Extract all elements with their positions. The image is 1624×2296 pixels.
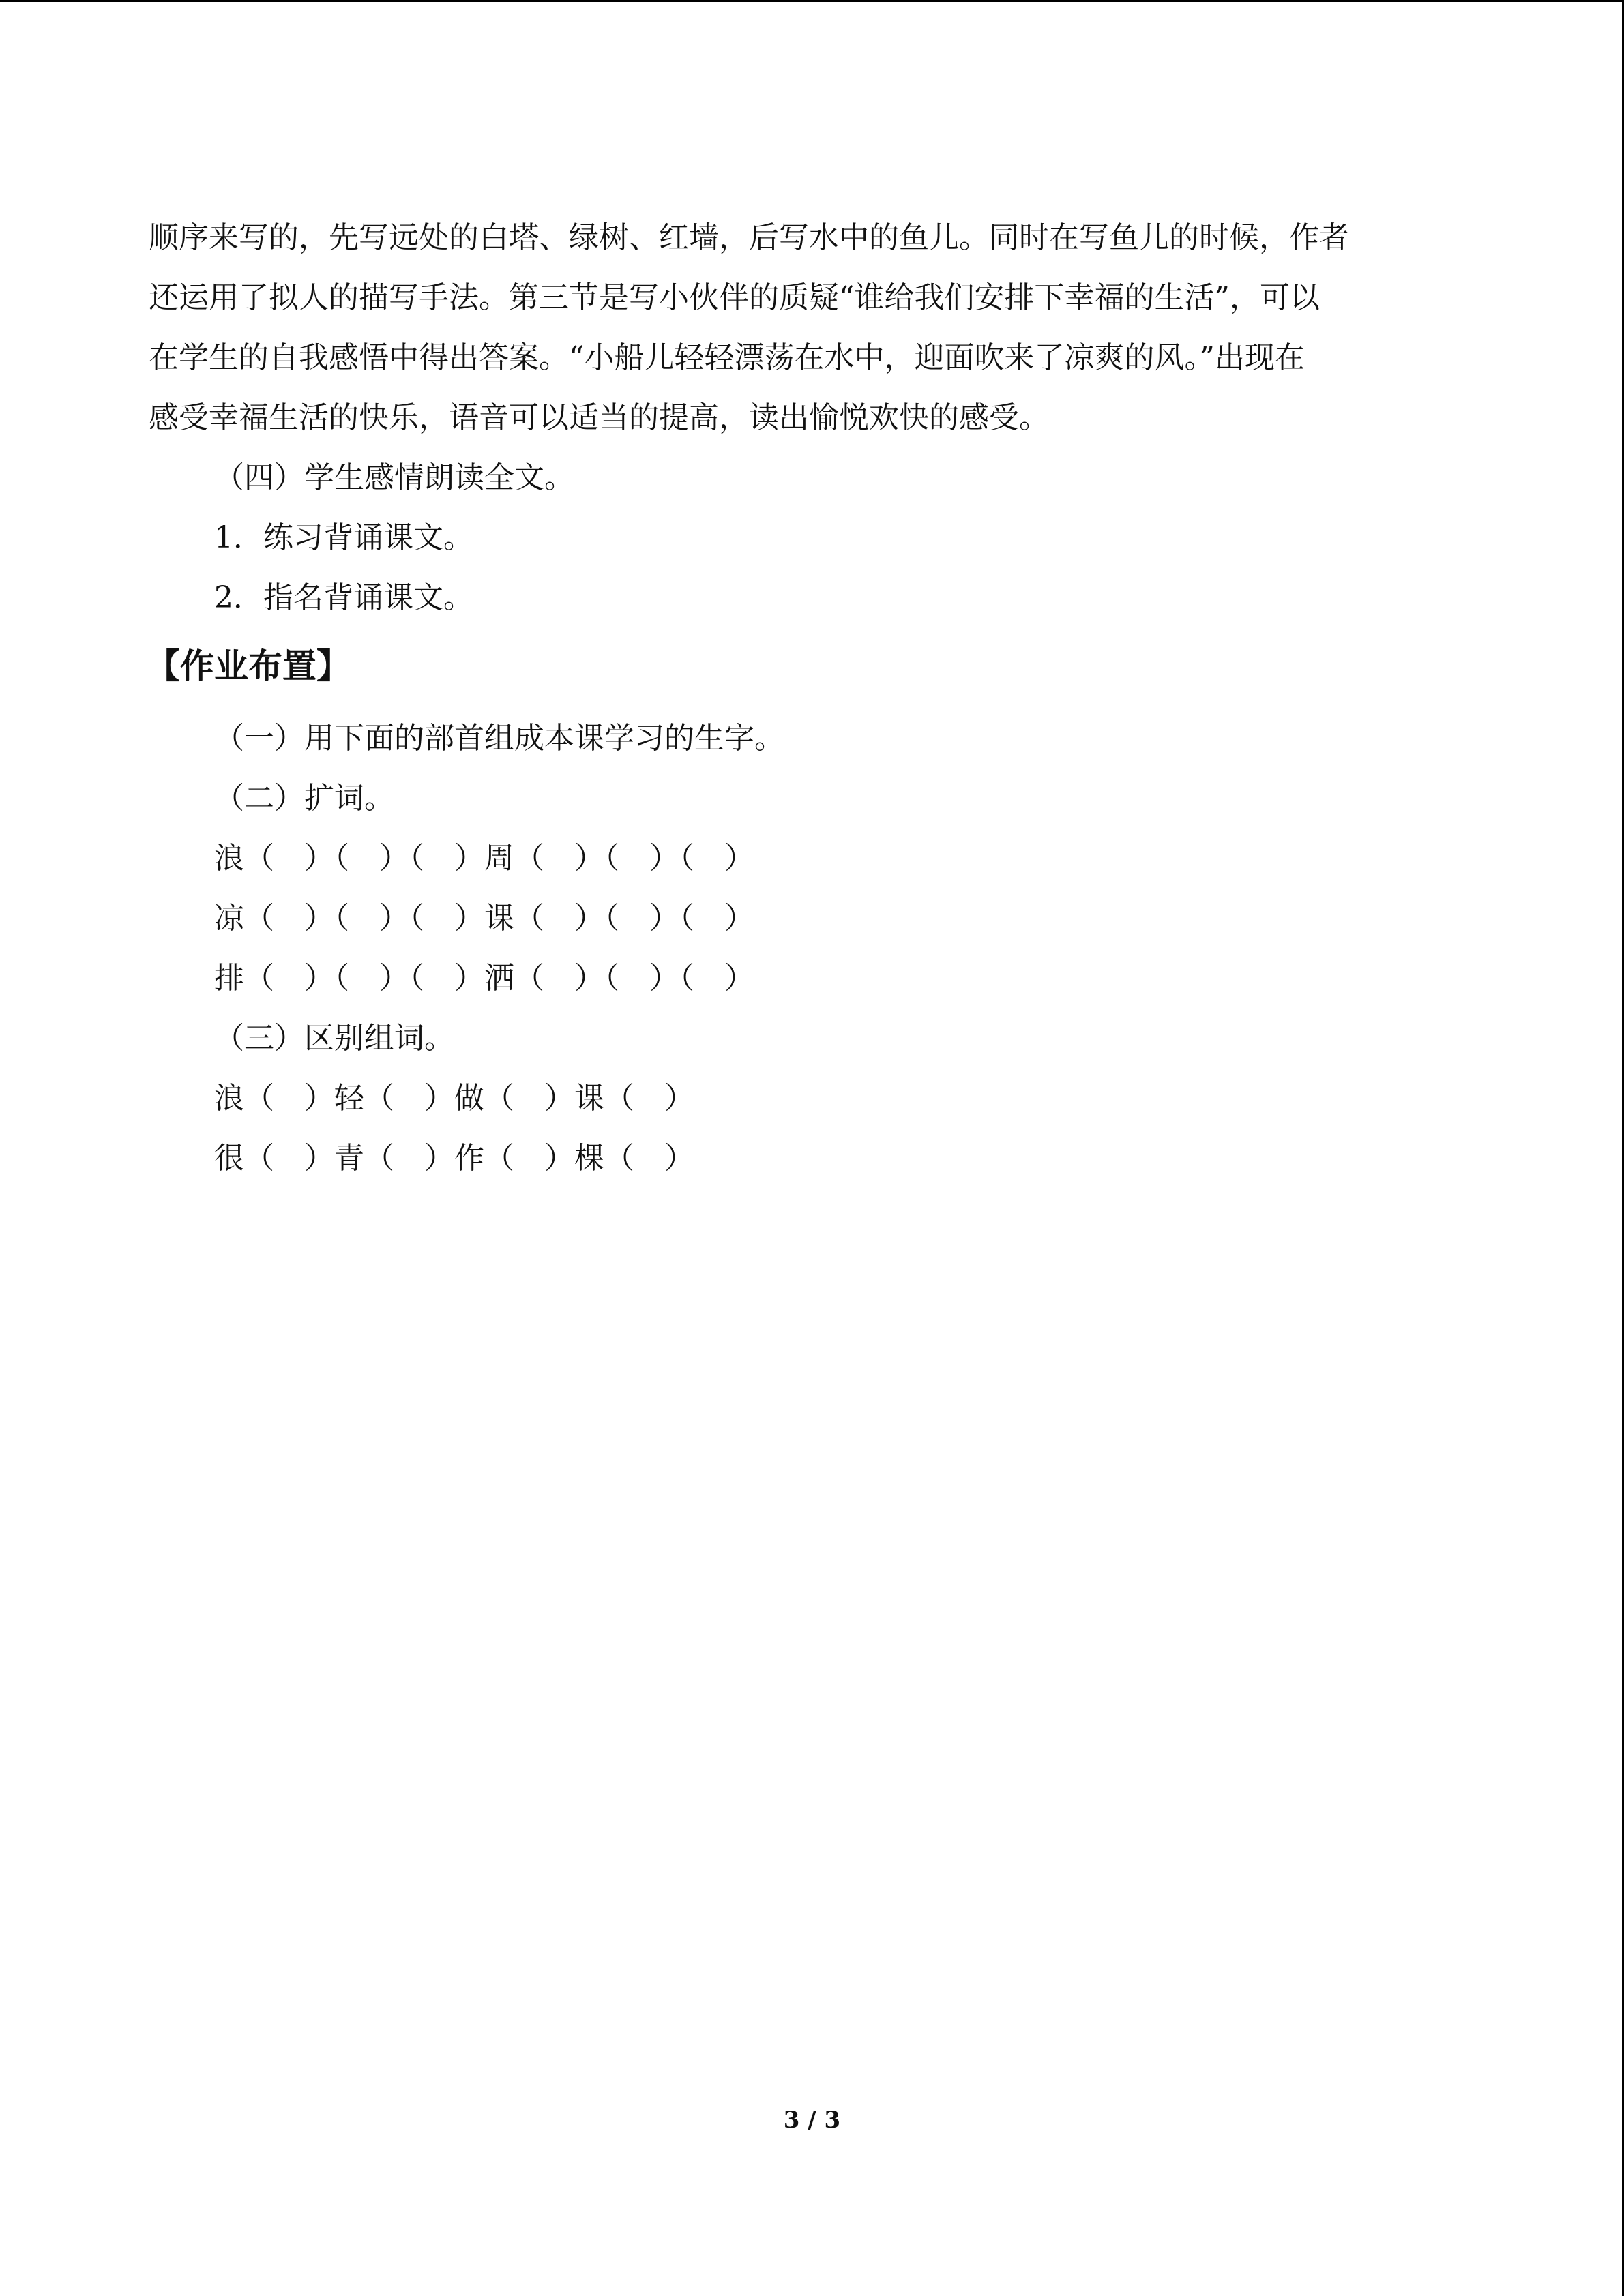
homework-line: （一）用下面的部首组成本课学习的生字。 — [214, 721, 784, 756]
homework-line: 排（ ）（ ）（ ）洒（ ）（ ）（ ） — [214, 961, 754, 996]
step-four-heading: （四）学生感情朗读全文。 — [214, 460, 574, 495]
page-number: 3 / 3 — [783, 2106, 841, 2134]
paragraph-line: 还运用了拟人的描写手法。第三节是写小伙伴的质疑“谁给我们安排下幸福的生活”，可以 — [149, 280, 1320, 315]
homework-line: （三）区别组词。 — [214, 1021, 454, 1056]
homework-heading: 【作业布置】 — [146, 646, 351, 686]
paragraph-line: 顺序来写的，先写远处的白塔、绿树、红墙，后写水中的鱼儿。同时在写鱼儿的时候，作者 — [149, 220, 1349, 255]
paragraph-line: 在学生的自我感悟中得出答案。“小船儿轻轻漂荡在水中，迎面吹来了凉爽的风。”出现在 — [149, 340, 1305, 375]
step-four-item: 2．指名背诵课文。 — [214, 580, 473, 615]
document-body — [146, 208, 1465, 1189]
homework-line: 很（ ）青（ ）作（ ）棵（ ） — [214, 1141, 694, 1176]
homework-line: 浪（ ）（ ）（ ）周（ ）（ ）（ ） — [214, 841, 754, 876]
paragraph-line: 感受幸福生活的快乐，语音可以适当的提高，读出愉悦欢快的感受。 — [149, 400, 1049, 435]
homework-line: 浪（ ）轻（ ）做（ ）课（ ） — [214, 1081, 694, 1116]
homework-line: （二）扩词。 — [214, 781, 394, 816]
step-four-item: 1．练习背诵课文。 — [214, 520, 473, 555]
homework-line: 凉（ ）（ ）（ ）课（ ）（ ）（ ） — [214, 901, 754, 936]
